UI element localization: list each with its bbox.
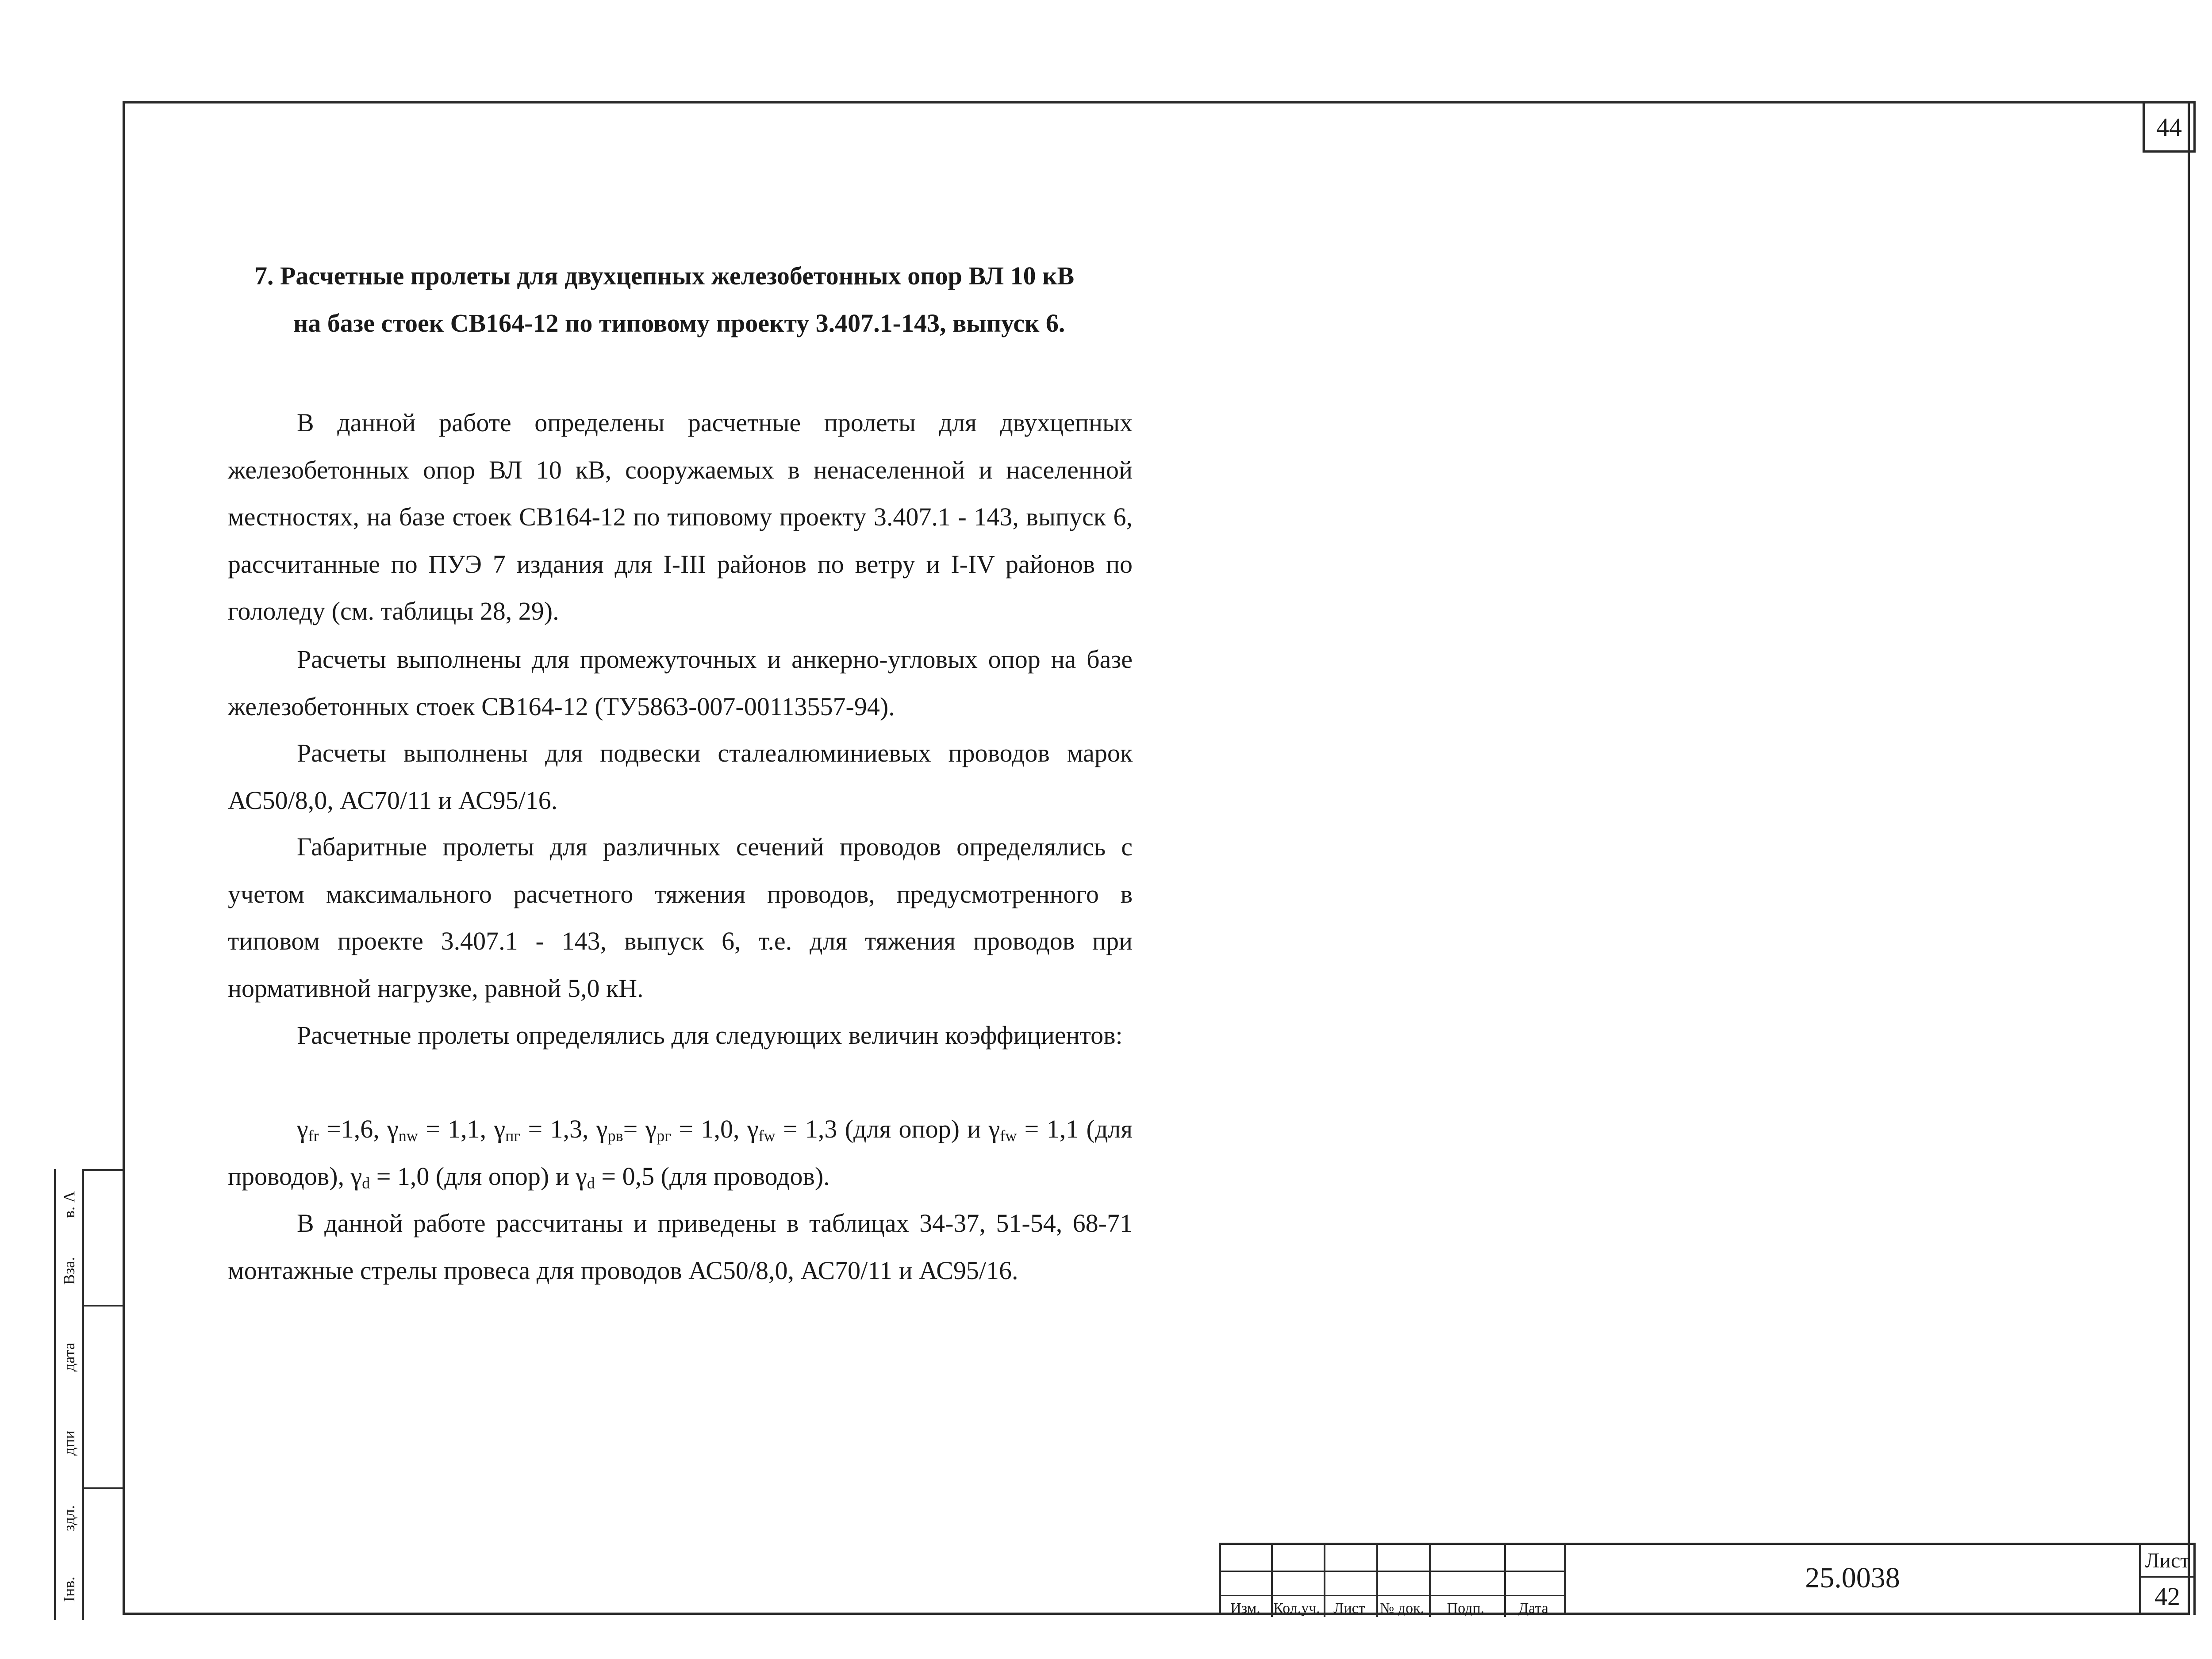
title-block-data: Дата (1518, 1600, 1548, 1617)
title-block-kol: Кол.уч. (1273, 1600, 1320, 1617)
paragraph-3: Расчеты выполнены для подвески сталеалюминиевых проводов марок АС50/8,0, АС70/11 и АС95/16. (228, 739, 1133, 815)
title-block-izm: Изм. (1230, 1600, 1260, 1617)
side-label-podl: здл. (60, 1505, 78, 1532)
page-number-top: 44 (2143, 101, 2196, 153)
side-stamp (54, 1169, 123, 1620)
sheet-cell (2139, 1543, 2196, 1615)
paragraph-4: Габаритные пролеты для различных сечений проводов определялись с учетом максимального расчетного тяжения проводов, предусмотренного в типовом проекте 3.407.1 - 143, выпуск 6, т.е. для тяжения проводов при нормативной нагрузке, равной 5,0 кН. (228, 832, 1133, 1003)
section-heading-line2: на базе стоек СВ164-12 по типовому проекту 3.407.1-143, выпуск 6. (293, 309, 1065, 337)
paragraph-2: Расчеты выполнены для промежуточных и анкерно-угловых опор на базе железобетонных стоек СВ164-12 (ТУ5863-007-00113557-94). (228, 645, 1133, 721)
sheet-label: Лист (2141, 1545, 2193, 1578)
title-block-podp: Подп. (1447, 1600, 1485, 1617)
paragraph-coefficients: $\gamma_{fr} =1,6$, $\gamma_{nw} = 1,1$, $\gamma_{пг} = 1,3$, $\gamma_{рв}= \gamma_{рг} = 1,0$, $\gamma_{fw} = 1,3$ (для опор) и $\gamma_{fw} = 1,1$ (для проводов), $\gamma_d = 1,0$ (для опор) и $\gamma_d = 0,5$ (для проводов). (228, 1115, 1133, 1192)
side-label-dpi: дпи (60, 1430, 78, 1456)
side-label-vza: Вза. (60, 1257, 78, 1285)
paragraph-7: В данной работе рассчитаны и приведены в таблицах 34-37, 51-54, 68-71 монтажные стрелы провеса для проводов АС50/8,0, АС70/11 и АС95/16. (228, 1209, 1133, 1285)
section-heading-line1: 7. Расчетные пролеты для двухцепных железобетонных опор ВЛ 10 кВ (254, 261, 1075, 290)
side-stamp-divider (82, 1169, 84, 1620)
side-label-inv: Інв. (60, 1576, 78, 1602)
side-label-inv-2: в. Λ (60, 1191, 78, 1218)
title-block-list: Лист (1333, 1600, 1365, 1617)
title-block-ndok: № док. (1379, 1600, 1425, 1617)
side-label-date: дата (60, 1342, 78, 1372)
sheet-number: 42 (2154, 1582, 2180, 1611)
document-code: 25.0038 (1564, 1543, 2139, 1615)
paragraph-5: Расчетные пролеты определялись для следующих величин коэффициентов: (297, 1021, 1123, 1050)
paragraph-1: В данной работе определены расчетные пролеты для двухцепных железобетонных опор ВЛ 10 кВ, сооружаемых в ненаселенной и населенной местностях, на базе стоек СВ164-12 по типовому проекту 3.407.1 - 143, выпуск 6, рассчитанные по ПУЭ 7 издания для I-III районов по ветру и I-IV районов по гололеду (см. таблицы 28, 29). (228, 408, 1133, 625)
